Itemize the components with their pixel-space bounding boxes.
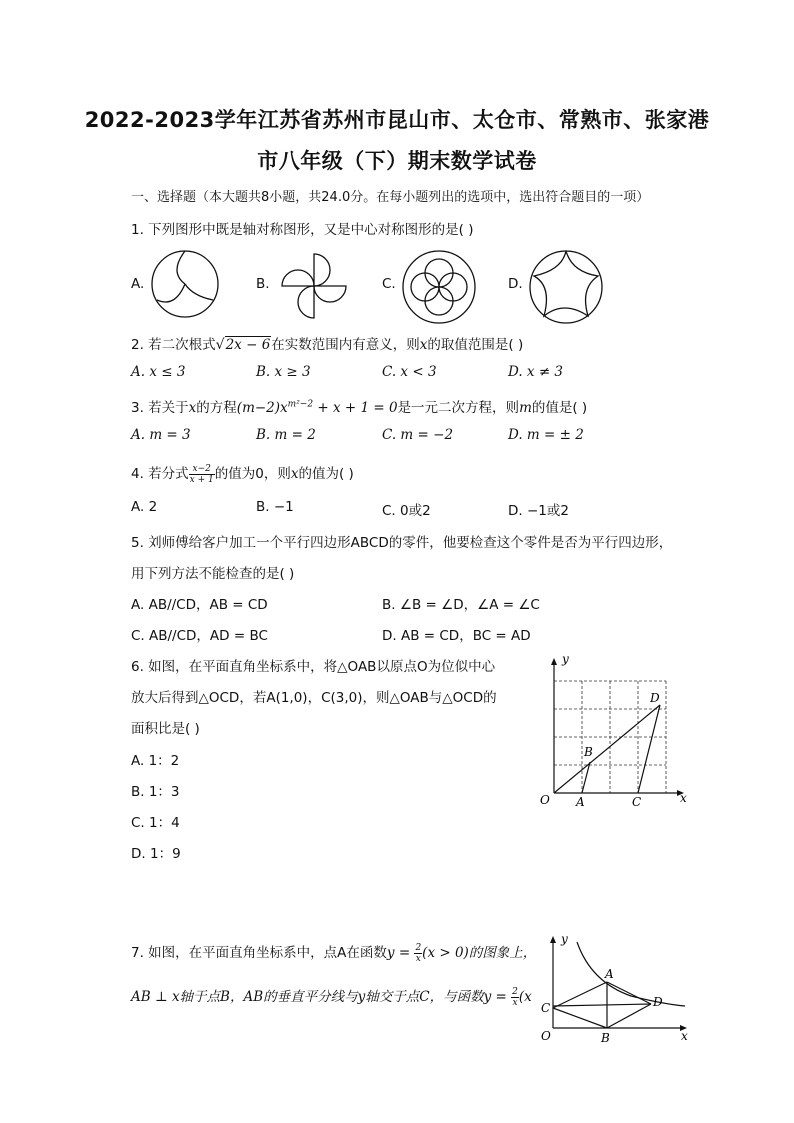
q4-option-c: C. 0或2 xyxy=(382,503,431,519)
q7-label-x: x xyxy=(681,1029,688,1043)
q1-stem: 1. 下列图形中既是轴对称图形，又是中心对称图形的是( ) xyxy=(131,222,474,238)
q6-label-d: D xyxy=(650,691,660,705)
q7-stem-line2: AB ⊥ x轴于点B，AB的垂直平分线与y轴交于点C，与函数y = $\frac{2}{x}$ (x xyxy=(131,986,532,1008)
q1-option-b xyxy=(256,248,351,323)
q6-option-d: D. 1：9 xyxy=(131,846,181,862)
q6-figure xyxy=(530,650,695,810)
q4-option-a: A. 2 xyxy=(131,499,158,515)
q7-fraction-2: $\frac{2}{x}$ xyxy=(512,986,518,1008)
q1-figure-c xyxy=(400,248,478,326)
q5-option-d: D. AB = CD，BC = AD xyxy=(382,628,531,644)
q1-option-a xyxy=(131,248,226,323)
q2-stem: 2. 若二次根式√2x − 6在实数范围内有意义，则x的取值范围是( ) xyxy=(131,337,524,353)
q4-option-d: D. −1或2 xyxy=(508,503,569,519)
q6-label-o: O xyxy=(540,793,550,807)
q3-option-b: B. m = 2 xyxy=(256,427,316,443)
q6-label-y: y xyxy=(562,652,569,666)
q7-label-d: D xyxy=(653,995,663,1009)
q1-option-d xyxy=(508,248,603,323)
q7-stem-line1: 7. 如图，在平面直角坐标系中，点A在函数y = $\frac{2}{x}$ (x > 0)的图象上， xyxy=(131,942,537,964)
q1-figure-d xyxy=(526,248,606,326)
q1-option-c xyxy=(382,248,477,323)
q3-stem: 3. 若关于x的方程$(m-2)x^{m^2-2} + x + 1 = 0$是一元二次方程，则m的值是( ) xyxy=(131,399,588,416)
q3-option-d: D. m = ± 2 xyxy=(508,427,584,443)
q7-label-b: B xyxy=(601,1031,610,1045)
q6-option-c: C. 1：4 xyxy=(131,815,180,831)
q1-option-c-label: C. xyxy=(382,276,396,292)
q3-option-c: C. m = −2 xyxy=(382,427,454,443)
q2-radicand: 2x − 6 xyxy=(225,337,271,353)
q7-label-y: y xyxy=(561,932,568,946)
q4-option-b: B. −1 xyxy=(256,499,294,515)
q7-label-a: A xyxy=(605,967,614,981)
exam-title-line1: 2022-2023学年江苏省苏州市昆山市、太仓市、常熟市、张家港 xyxy=(84,108,710,132)
q5-stem-line1: 5. 刘师傅给客户加工一个平行四边形ABCD的零件，他要检查这个零件是否为平行四边形， xyxy=(131,535,673,551)
q6-label-a: A xyxy=(576,795,585,809)
q6-label-c: C xyxy=(632,795,642,809)
section-heading: 一、选择题（本大题共8小题，共24.0分。在每小题列出的选项中，选出符合题目的一项） xyxy=(131,190,650,205)
q7-label-c: C xyxy=(541,1001,551,1015)
q1-figure-a xyxy=(149,248,221,320)
q7-figure xyxy=(535,930,695,1045)
q2-option-c: C. x < 3 xyxy=(382,364,437,380)
q1-option-b-label: B. xyxy=(256,276,270,292)
q5-option-c: C. AB//CD，AD = BC xyxy=(131,628,268,644)
q6-stem-line1: 6. 如图，在平面直角坐标系中，将△OAB以原点O为位似中心 xyxy=(131,659,496,675)
q6-stem-line3: 面积比是( ) xyxy=(131,721,200,737)
q4-stem: 4. 若分式 $\frac{x-2}{x + 1}$ 的值为0，则x的值为( ) xyxy=(131,463,354,485)
q1-option-d-label: D. xyxy=(508,276,523,292)
exam-title-line2: 市八年级（下）期末数学试卷 xyxy=(257,149,537,173)
q7-fraction-1: $\frac{2}{x}$ xyxy=(415,942,422,964)
q1-figure-b xyxy=(274,248,354,324)
q5-option-b: B. ∠B = ∠D，∠A = ∠C xyxy=(382,597,540,613)
q6-option-b: B. 1：3 xyxy=(131,784,180,800)
q5-stem-line2: 用下列方法不能检查的是( ) xyxy=(131,566,295,582)
q1-option-a-label: A. xyxy=(131,276,145,292)
q2-option-d: D. x ≠ 3 xyxy=(508,364,564,380)
q5-option-a: A. AB//CD，AB = CD xyxy=(131,597,268,613)
q6-label-b: B xyxy=(584,745,593,759)
q4-fraction: $\frac{x-2}{x + 1}$ xyxy=(189,463,214,485)
q2-option-a: A. x ≤ 3 xyxy=(131,364,186,380)
q2-option-b: B. x ≥ 3 xyxy=(256,364,311,380)
q6-option-a: A. 1：2 xyxy=(131,753,180,769)
q6-stem-line2: 放大后得到△OCD，若A(1,0)，C(3,0)，则△OAB与△OCD的 xyxy=(131,690,497,706)
q6-label-x: x xyxy=(680,791,687,805)
q7-label-o: O xyxy=(541,1029,551,1043)
q3-option-a: A. m = 3 xyxy=(131,427,191,443)
